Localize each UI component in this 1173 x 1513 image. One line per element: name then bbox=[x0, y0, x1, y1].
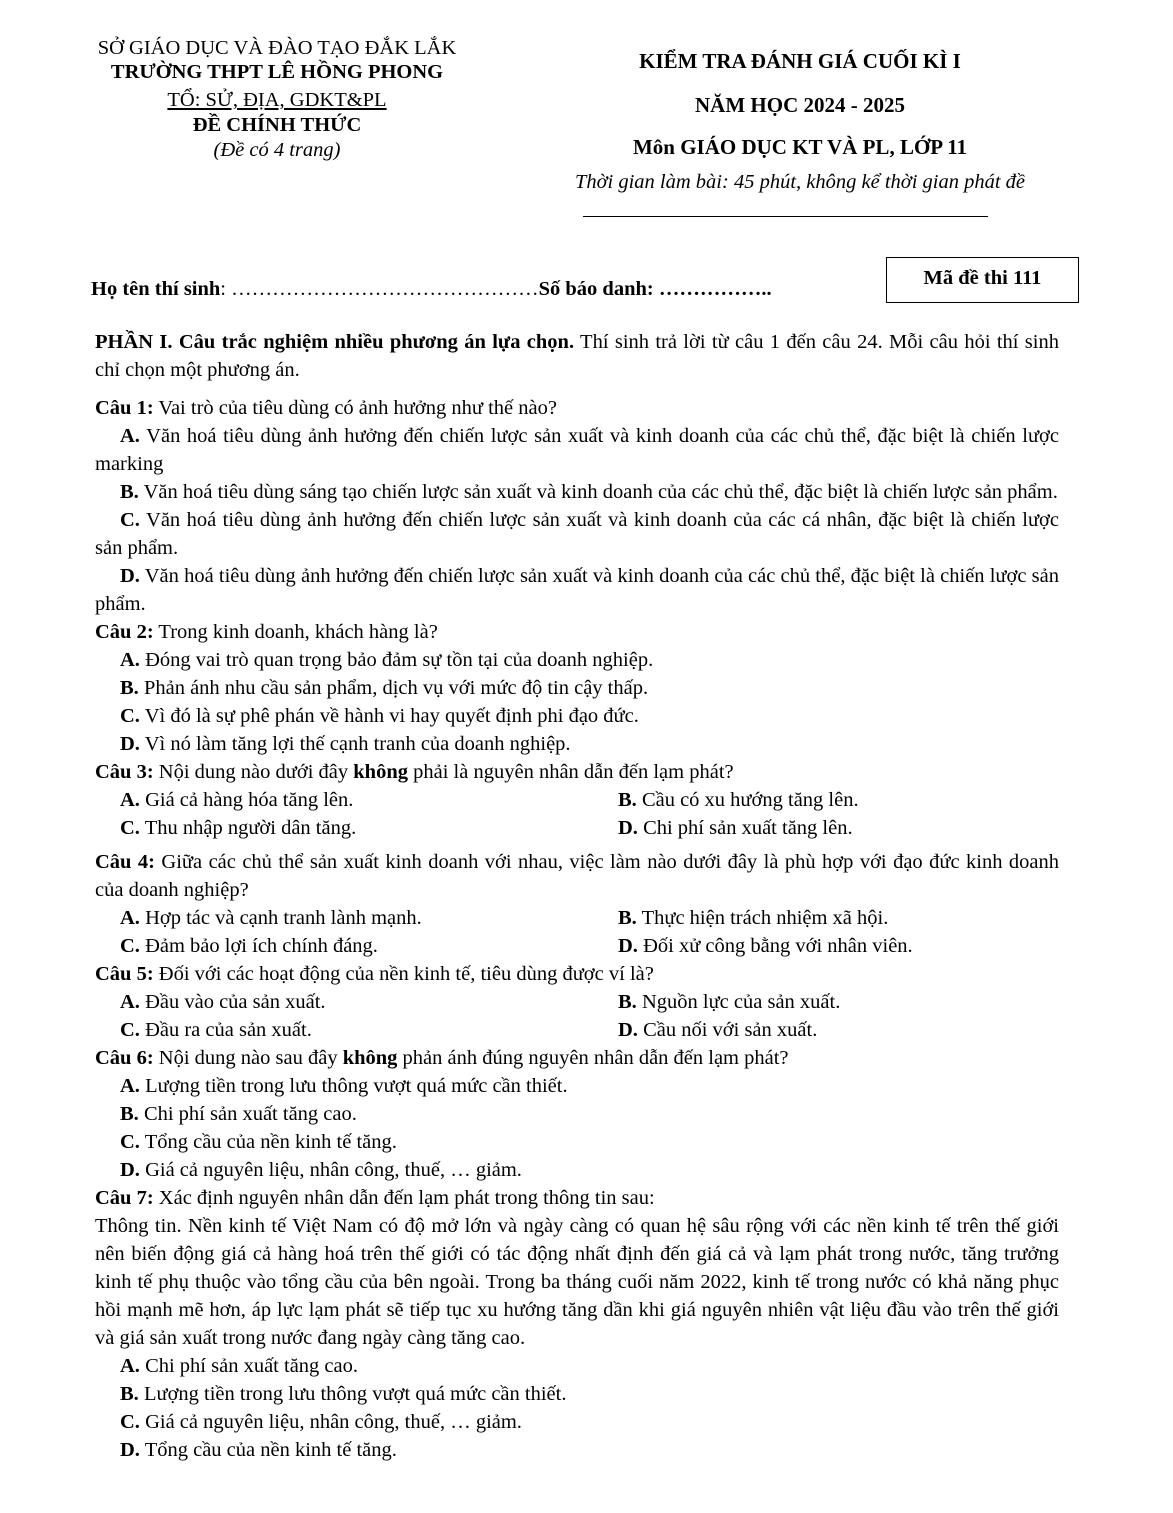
option-key: A. bbox=[120, 789, 140, 811]
option-key: D. bbox=[120, 565, 140, 587]
question-text: Xác định nguyên nhân dẫn đến lạm phát trong thông tin sau: bbox=[153, 1187, 655, 1209]
question-text: phản ánh đúng nguyên nhân dẫn đến lạm phát? bbox=[397, 1047, 789, 1069]
question-stem bbox=[95, 1044, 1059, 1072]
option-key: B. bbox=[120, 1383, 139, 1405]
option-c bbox=[95, 932, 618, 960]
question-2 bbox=[95, 618, 1059, 758]
option-row bbox=[95, 904, 1059, 932]
option-a bbox=[95, 422, 1059, 478]
option-text: Cầu có xu hướng tăng lên. bbox=[636, 789, 859, 811]
option-text: Chi phí sản xuất tăng cao. bbox=[138, 1103, 357, 1125]
option-row bbox=[95, 786, 1059, 814]
question-text: Trong kinh doanh, khách hàng là? bbox=[153, 621, 438, 643]
subject-title: Môn GIÁO DỤC KT VÀ PL, LỚP 11 bbox=[632, 135, 968, 159]
option-c bbox=[95, 1408, 1059, 1436]
option-a bbox=[95, 786, 618, 814]
option-b bbox=[95, 1380, 1059, 1408]
pages-note: (Đề có 4 trang) bbox=[213, 139, 341, 161]
option-key: C. bbox=[120, 935, 140, 957]
question-text: Nội dung nào dưới đây bbox=[153, 761, 354, 783]
option-text: Cầu nối với sản xuất. bbox=[637, 1019, 818, 1041]
info-passage: Thông tin. Nền kinh tế Việt Nam có độ mở lớn và ngày càng có quan hệ sâu rộng với các nền kinh tế trên thế giới nên biến động giá cả hàng hoá trên thế giới có tác động nhất định đến giá cả và lạm phát trong nước, tăng trưởng kinh tế phụ thuộc vào tổng cầu của bên ngoài. Trong ba tháng cuối năm 2022, kinh tế trong nước có khả năng phục hồi mạnh mẽ hơn, áp lực lạm phát sẽ tiếp tục xu hướng tăng dần khi giá nguyên nhiên vật liệu đầu vào trên thế giới và giá sản xuất trong nước đang ngày càng tăng cao. bbox=[95, 1215, 1059, 1349]
question-text: Vai trò của tiêu dùng có ảnh hưởng như thế nào? bbox=[153, 397, 557, 419]
option-c bbox=[95, 506, 1059, 562]
question-text: Nội dung nào sau đây bbox=[153, 1047, 343, 1069]
question-stem bbox=[95, 394, 1059, 422]
option-key: A. bbox=[120, 649, 140, 671]
option-key: A. bbox=[120, 1075, 140, 1097]
question-emphasis: không bbox=[342, 1047, 398, 1069]
option-a bbox=[95, 646, 1059, 674]
option-key: B. bbox=[618, 991, 637, 1013]
option-key: B. bbox=[120, 677, 139, 699]
option-text: Vì nó làm tăng lợi thế cạnh tranh của doanh nghiệp. bbox=[139, 733, 571, 755]
option-key: A. bbox=[120, 991, 140, 1013]
option-text: Đầu ra của sản xuất. bbox=[139, 1019, 312, 1041]
part-1-title: PHẦN I. Câu trắc nghiệm nhiều phương án lựa chọn. bbox=[95, 331, 575, 353]
option-text: Phản ánh nhu cầu sản phẩm, dịch vụ với mức độ tin cậy thấp. bbox=[138, 677, 649, 699]
candidate-info bbox=[91, 275, 772, 303]
option-a bbox=[95, 1072, 1059, 1100]
exam-code-box: Mã đề thi 111 bbox=[886, 257, 1079, 303]
option-text: Chi phí sản xuất tăng lên. bbox=[637, 817, 853, 839]
question-1 bbox=[95, 394, 1059, 618]
option-text: Nguồn lực của sản xuất. bbox=[636, 991, 841, 1013]
option-b bbox=[618, 786, 859, 814]
option-text: Văn hoá tiêu dùng sáng tạo chiến lược sản xuất và kinh doanh của các chủ thể, đặc biệt là chiến lược sản phẩm. bbox=[138, 481, 1058, 503]
exam-header bbox=[520, 47, 1080, 195]
option-a bbox=[95, 904, 618, 932]
question-emphasis: không bbox=[353, 761, 408, 783]
question-label: Câu 3: bbox=[95, 761, 154, 783]
option-key: C. bbox=[120, 509, 140, 531]
option-b bbox=[95, 478, 1059, 506]
option-key: D. bbox=[120, 1439, 140, 1461]
option-d bbox=[95, 730, 1059, 758]
option-b bbox=[95, 1100, 1059, 1128]
question-label: Câu 4: bbox=[95, 851, 155, 873]
option-text: Giá cả nguyên liệu, nhân công, thuế, … giảm. bbox=[139, 1411, 522, 1433]
question-stem bbox=[95, 960, 1059, 988]
option-text: Lượng tiền trong lưu thông vượt quá mức cần thiết. bbox=[139, 1075, 568, 1097]
option-key: B. bbox=[618, 907, 637, 929]
option-key: D. bbox=[120, 1159, 140, 1181]
option-text: Vì đó là sự phê phán về hành vi hay quyết định phi đạo đức. bbox=[139, 705, 639, 727]
option-text: Chi phí sản xuất tăng cao. bbox=[139, 1355, 358, 1377]
option-text: Giá cả nguyên liệu, nhân công, thuế, … giảm. bbox=[139, 1159, 522, 1181]
option-key: B. bbox=[120, 1103, 139, 1125]
option-b bbox=[618, 904, 888, 932]
question-3 bbox=[95, 758, 1059, 842]
option-d bbox=[95, 562, 1059, 618]
question-label: Câu 2: bbox=[95, 621, 154, 643]
question-stem bbox=[95, 618, 1059, 646]
option-d bbox=[618, 1016, 817, 1044]
school-year: NĂM HỌC 2024 - 2025 bbox=[695, 93, 905, 117]
option-c bbox=[95, 1128, 1059, 1156]
question-stem bbox=[95, 1184, 1059, 1212]
option-key: C. bbox=[120, 1131, 140, 1153]
option-text: Đóng vai trò quan trọng bảo đảm sự tồn tại của doanh nghiệp. bbox=[139, 649, 654, 671]
option-key: D. bbox=[618, 935, 638, 957]
option-text: Thực hiện trách nhiệm xã hội. bbox=[636, 907, 889, 929]
option-key: C. bbox=[120, 705, 140, 727]
option-a bbox=[95, 1352, 1059, 1380]
option-text: Đầu vào của sản xuất. bbox=[139, 991, 326, 1013]
option-row bbox=[95, 932, 1059, 960]
part-1-text: Thí sinh trả lời từ câu 1 đến câu 24. Mỗi câu hỏi thí sinh chỉ chọn một phương án. bbox=[95, 331, 1059, 381]
option-text: Văn hoá tiêu dùng ảnh hưởng đến chiến lược sản xuất và kinh doanh của các chủ thể, đặc biệt là chiến lược sản phẩm. bbox=[95, 565, 1059, 615]
school-header bbox=[42, 36, 512, 163]
option-key: B. bbox=[120, 481, 139, 503]
exam-title: KIỂM TRA ĐÁNH GIÁ CUỐI KÌ I bbox=[639, 49, 961, 73]
option-key: A. bbox=[120, 907, 140, 929]
option-b bbox=[618, 988, 840, 1016]
option-key: B. bbox=[618, 789, 637, 811]
question-label: Câu 5: bbox=[95, 963, 154, 985]
option-row bbox=[95, 988, 1059, 1016]
question-6 bbox=[95, 1044, 1059, 1184]
question-4 bbox=[95, 848, 1059, 960]
option-key: C. bbox=[120, 1411, 140, 1433]
option-b bbox=[95, 674, 1059, 702]
option-c bbox=[95, 702, 1059, 730]
question-label: Câu 6: bbox=[95, 1047, 154, 1069]
option-text: Văn hoá tiêu dùng ảnh hưởng đến chiến lược sản xuất và kinh doanh của các chủ thể, đặc biệt là chiến lược marking bbox=[95, 425, 1059, 475]
option-key: A. bbox=[120, 425, 140, 447]
option-d bbox=[95, 1156, 1059, 1184]
question-stem bbox=[95, 848, 1059, 904]
header-divider bbox=[583, 216, 988, 217]
option-d bbox=[95, 1436, 1059, 1464]
question-7 bbox=[95, 1184, 1059, 1464]
option-text: Thu nhập người dân tăng. bbox=[139, 817, 357, 839]
question-text: phải là nguyên nhân dẫn đến lạm phát? bbox=[408, 761, 734, 783]
option-text: Lượng tiền trong lưu thông vượt quá mức cần thiết. bbox=[138, 1383, 567, 1405]
question-text: Đối với các hoạt động của nền kinh tế, tiêu dùng được ví là? bbox=[153, 963, 654, 985]
option-a bbox=[95, 988, 618, 1016]
question-stem bbox=[95, 758, 1059, 786]
option-text: Đối xử công bằng với nhân viên. bbox=[637, 935, 913, 957]
official-label: ĐỀ CHÍNH THỨC bbox=[192, 114, 362, 136]
question-label: Câu 1: bbox=[95, 397, 154, 419]
name-label: Họ tên thí sinh bbox=[91, 278, 221, 300]
school-name: TRƯỜNG THPT LÊ HỒNG PHONG bbox=[110, 61, 444, 83]
time-note: Thời gian làm bài: 45 phút, không kể thời gian phát đề bbox=[574, 171, 1026, 193]
option-c bbox=[95, 814, 618, 842]
option-row bbox=[95, 814, 1059, 842]
option-key: C. bbox=[120, 817, 140, 839]
option-key: C. bbox=[120, 1019, 140, 1041]
option-text: Hợp tác và cạnh tranh lành mạnh. bbox=[139, 907, 422, 929]
question-5 bbox=[95, 960, 1059, 1044]
option-text: Tổng cầu của nền kinh tế tăng. bbox=[139, 1439, 397, 1461]
team-name: TỔ: SỬ, ĐỊA, GDKT&PL bbox=[167, 89, 387, 111]
option-text: Giá cả hàng hóa tăng lên. bbox=[139, 789, 354, 811]
option-key: A. bbox=[120, 1355, 140, 1377]
option-key: D. bbox=[120, 733, 140, 755]
option-text: Đảm bảo lợi ích chính đáng. bbox=[139, 935, 378, 957]
option-row bbox=[95, 1016, 1059, 1044]
department-name: SỞ GIÁO DỤC VÀ ĐÀO TẠO ĐẮK LẮK bbox=[97, 37, 457, 59]
question-label: Câu 7: bbox=[95, 1187, 154, 1209]
sbd-label: Số báo danh: …………….. bbox=[538, 278, 772, 300]
option-text: Tổng cầu của nền kinh tế tăng. bbox=[139, 1131, 397, 1153]
question-text: Giữa các chủ thể sản xuất kinh doanh với nhau, việc làm nào dưới đây là phù hợp với đạo đức kinh doanh của doanh nghiệp? bbox=[95, 851, 1059, 901]
option-text: Văn hoá tiêu dùng ảnh hưởng đến chiến lược sản xuất và kinh doanh của các cá nhân, đặc biệt là chiến lược sản phẩm. bbox=[95, 509, 1059, 559]
name-dots: : ……………………………………… bbox=[220, 278, 539, 300]
exam-content bbox=[95, 328, 1059, 1464]
option-c bbox=[95, 1016, 618, 1044]
option-key: D. bbox=[618, 1019, 638, 1041]
option-d bbox=[618, 932, 913, 960]
option-d bbox=[618, 814, 853, 842]
part-1-intro bbox=[95, 328, 1059, 384]
option-key: D. bbox=[618, 817, 638, 839]
